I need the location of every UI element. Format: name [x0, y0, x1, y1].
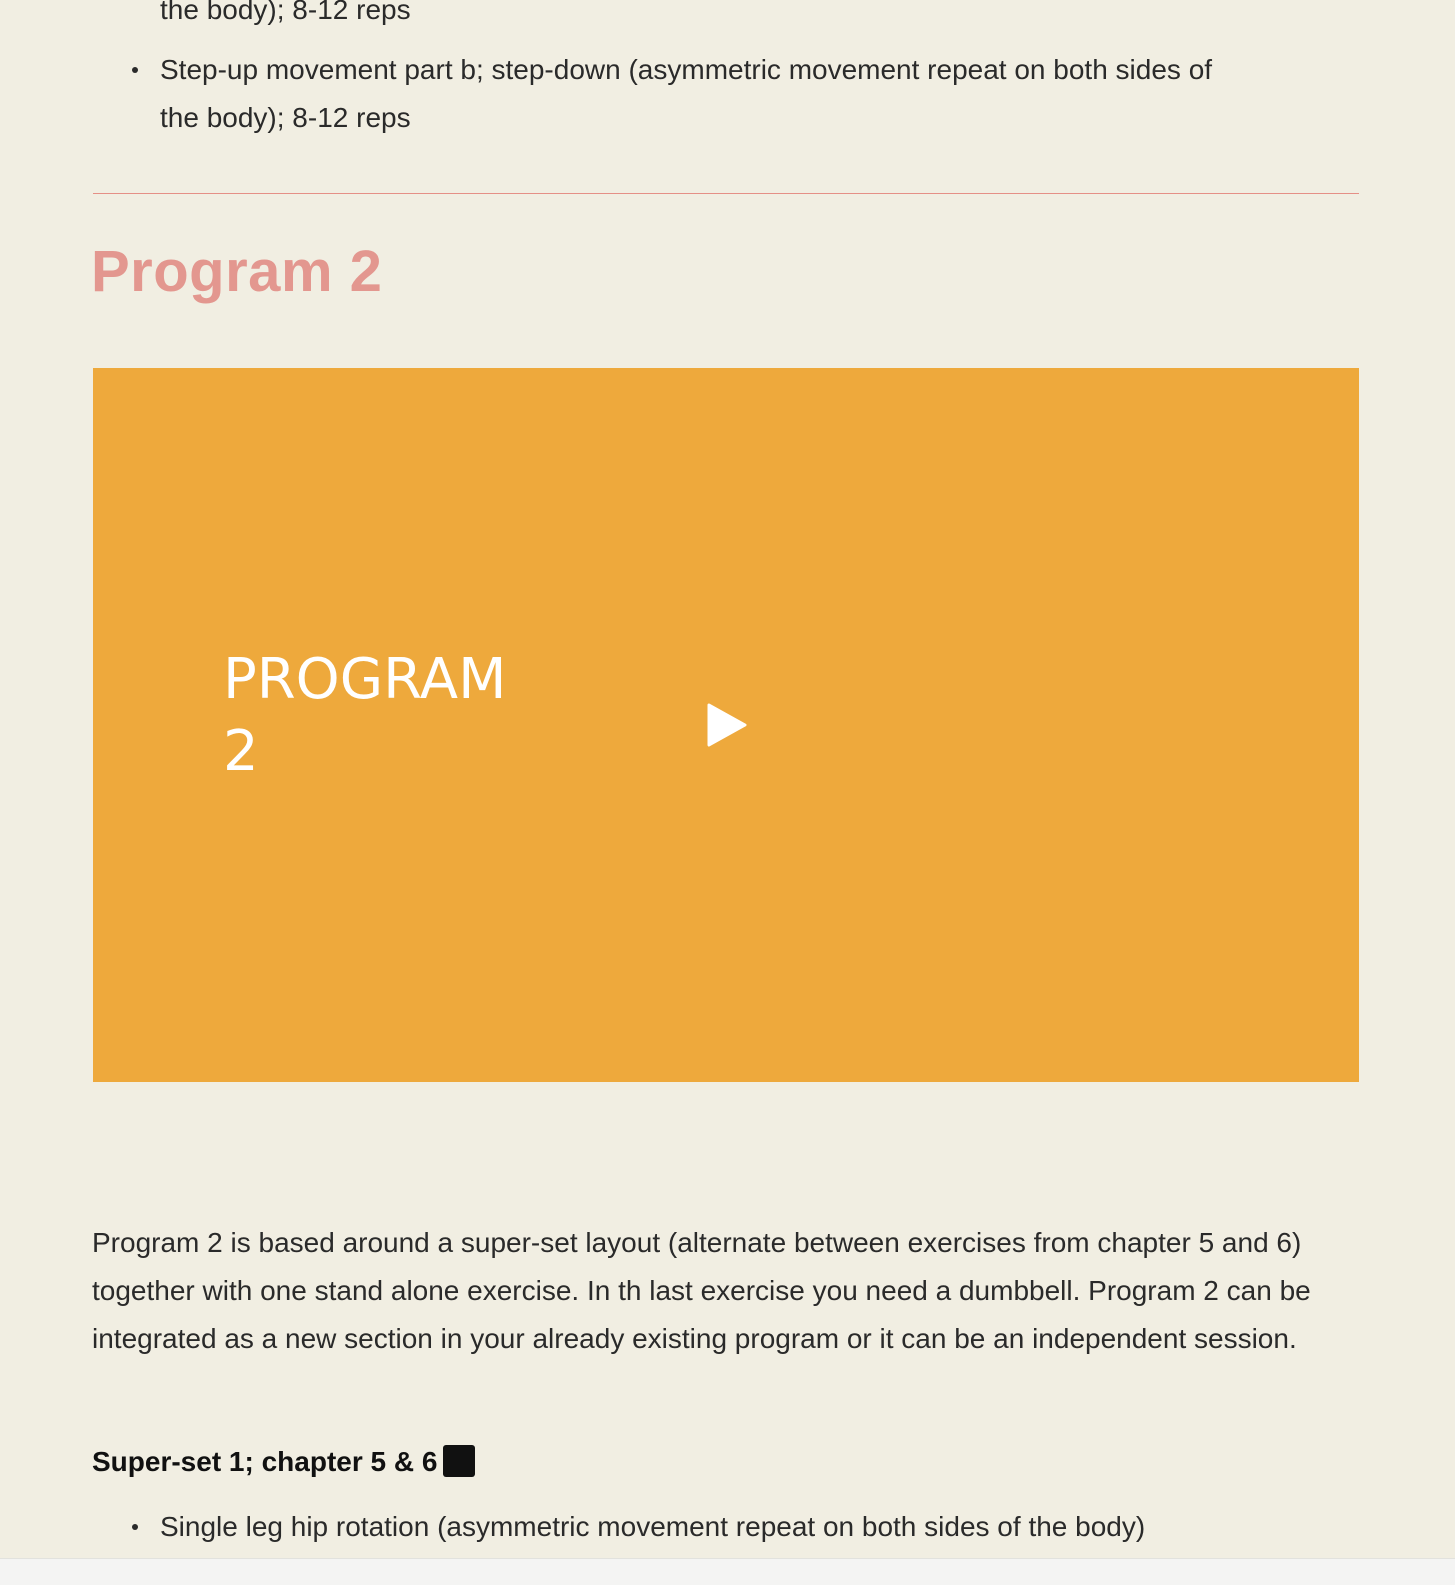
subheading: [92, 1438, 475, 1486]
section-divider: [93, 193, 1359, 194]
bottom-bar: [0, 1558, 1455, 1585]
bullet-dot: [132, 67, 138, 73]
video-player[interactable]: [93, 368, 1359, 1082]
body-paragraph: Program 2 is based around a super-set layout (alternate between exercises from chapter 5 and 6) together with one stand alone exercise. In th last exercise you need a dumbbell. Program 2 can be integrated as a new section in your already existing program or it can be an independent session.: [92, 1227, 1311, 1354]
play-icon[interactable]: [705, 703, 749, 747]
subheading-text: Super-set 1; chapter 5 & 6: [92, 1446, 438, 1477]
black-large-square-icon: [443, 1445, 475, 1477]
list-item-text-line-1: Step-up movement part b; step-down (asymmetric movement repeat on both sides of: [160, 54, 1213, 85]
list-item-text-line-2: the body); 8-12 reps: [160, 102, 411, 133]
section-title: Program 2: [91, 239, 383, 304]
list-item-text: Single leg hip rotation (asymmetric movement repeat on both sides of the body): [160, 1511, 1146, 1542]
list-item-continuation: the body); 8-12 reps: [160, 0, 411, 25]
video-thumbnail-title: PROGRAM 2: [223, 647, 507, 784]
bullet-dot: [132, 1524, 138, 1530]
